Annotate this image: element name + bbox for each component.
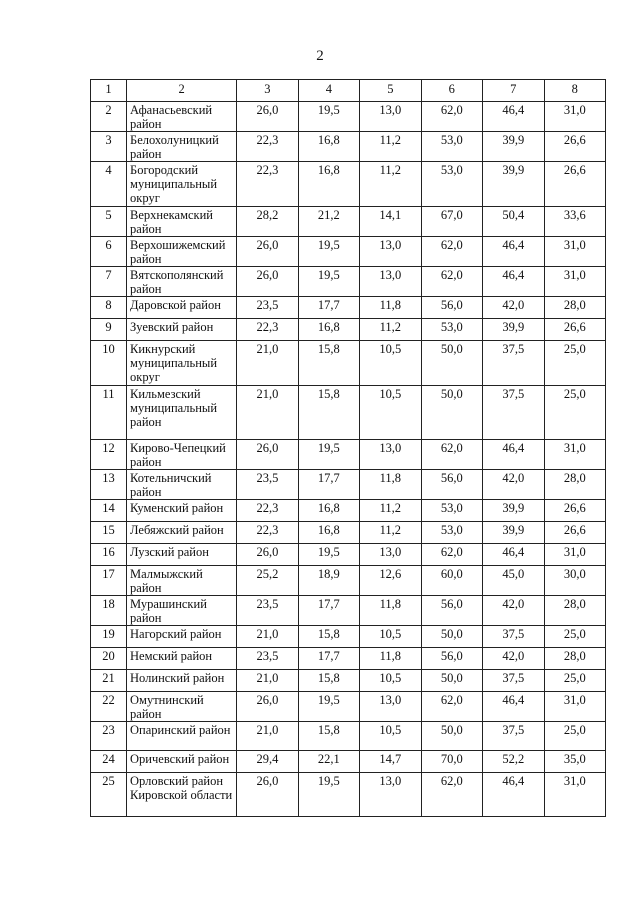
value-cell: 37,5 bbox=[483, 386, 544, 440]
value-cell: 15,8 bbox=[298, 626, 359, 648]
value-cell: 31,0 bbox=[544, 692, 606, 722]
value-cell: 50,4 bbox=[483, 207, 544, 237]
value-cell: 11,2 bbox=[360, 132, 421, 162]
table-row bbox=[91, 773, 606, 817]
value-cell: 46,4 bbox=[483, 440, 544, 470]
district-name-cell: Богородский муниципальный округ bbox=[127, 162, 237, 207]
value-cell: 46,4 bbox=[483, 544, 544, 566]
row-number-cell: 7 bbox=[91, 267, 127, 297]
district-name-cell: Кирово-Чепецкий район bbox=[127, 440, 237, 470]
value-cell: 23,5 bbox=[237, 648, 298, 670]
value-cell: 28,0 bbox=[544, 648, 606, 670]
value-cell: 56,0 bbox=[421, 470, 482, 500]
value-cell: 13,0 bbox=[360, 692, 421, 722]
value-cell: 26,0 bbox=[237, 773, 298, 817]
header-cell: 2 bbox=[127, 80, 237, 102]
value-cell: 53,0 bbox=[421, 162, 482, 207]
district-name-cell: Куменский район bbox=[127, 500, 237, 522]
district-name-cell: Кильмезский муниципальный район bbox=[127, 386, 237, 440]
value-cell: 25,0 bbox=[544, 386, 606, 440]
value-cell: 13,0 bbox=[360, 237, 421, 267]
district-name-cell: Немский район bbox=[127, 648, 237, 670]
value-cell: 11,8 bbox=[360, 297, 421, 319]
value-cell: 19,5 bbox=[298, 692, 359, 722]
value-cell: 26,6 bbox=[544, 500, 606, 522]
district-name-cell: Малмыжский район bbox=[127, 566, 237, 596]
table-row bbox=[91, 297, 606, 319]
value-cell: 12,6 bbox=[360, 566, 421, 596]
value-cell: 28,0 bbox=[544, 596, 606, 626]
value-cell: 10,5 bbox=[360, 626, 421, 648]
table-row bbox=[91, 102, 606, 132]
table-row bbox=[91, 440, 606, 470]
value-cell: 11,8 bbox=[360, 648, 421, 670]
value-cell: 35,0 bbox=[544, 751, 606, 773]
value-cell: 28,0 bbox=[544, 297, 606, 319]
table-row bbox=[91, 670, 606, 692]
value-cell: 28,2 bbox=[237, 207, 298, 237]
table-row bbox=[91, 626, 606, 648]
value-cell: 22,1 bbox=[298, 751, 359, 773]
table-row bbox=[91, 566, 606, 596]
district-name-cell: Котельничский район bbox=[127, 470, 237, 500]
value-cell: 22,3 bbox=[237, 319, 298, 341]
table-row bbox=[91, 237, 606, 267]
value-cell: 23,5 bbox=[237, 470, 298, 500]
value-cell: 60,0 bbox=[421, 566, 482, 596]
row-number-cell: 17 bbox=[91, 566, 127, 596]
value-cell: 53,0 bbox=[421, 132, 482, 162]
value-cell: 26,0 bbox=[237, 267, 298, 297]
value-cell: 11,2 bbox=[360, 162, 421, 207]
district-name-cell: Нолинский район bbox=[127, 670, 237, 692]
value-cell: 46,4 bbox=[483, 237, 544, 267]
value-cell: 67,0 bbox=[421, 207, 482, 237]
value-cell: 16,8 bbox=[298, 319, 359, 341]
value-cell: 13,0 bbox=[360, 102, 421, 132]
value-cell: 19,5 bbox=[298, 773, 359, 817]
value-cell: 11,2 bbox=[360, 319, 421, 341]
district-name-cell: Даровской район bbox=[127, 297, 237, 319]
value-cell: 19,5 bbox=[298, 544, 359, 566]
value-cell: 15,8 bbox=[298, 341, 359, 386]
row-number-cell: 16 bbox=[91, 544, 127, 566]
value-cell: 70,0 bbox=[421, 751, 482, 773]
row-number-cell: 18 bbox=[91, 596, 127, 626]
value-cell: 39,9 bbox=[483, 522, 544, 544]
value-cell: 23,5 bbox=[237, 297, 298, 319]
value-cell: 17,7 bbox=[298, 596, 359, 626]
value-cell: 62,0 bbox=[421, 267, 482, 297]
table-header-row bbox=[91, 80, 606, 102]
value-cell: 16,8 bbox=[298, 162, 359, 207]
value-cell: 31,0 bbox=[544, 440, 606, 470]
district-name-cell: Верхошижемский район bbox=[127, 237, 237, 267]
value-cell: 21,0 bbox=[237, 722, 298, 751]
value-cell: 28,0 bbox=[544, 470, 606, 500]
row-number-cell: 23 bbox=[91, 722, 127, 751]
header-cell: 1 bbox=[91, 80, 127, 102]
table-row bbox=[91, 751, 606, 773]
value-cell: 53,0 bbox=[421, 522, 482, 544]
value-cell: 50,0 bbox=[421, 386, 482, 440]
value-cell: 26,6 bbox=[544, 132, 606, 162]
row-number-cell: 19 bbox=[91, 626, 127, 648]
table-row bbox=[91, 522, 606, 544]
value-cell: 26,0 bbox=[237, 544, 298, 566]
district-name-cell: Вятскополянский район bbox=[127, 267, 237, 297]
value-cell: 62,0 bbox=[421, 692, 482, 722]
row-number-cell: 13 bbox=[91, 470, 127, 500]
value-cell: 62,0 bbox=[421, 237, 482, 267]
header-cell: 6 bbox=[421, 80, 482, 102]
row-number-cell: 9 bbox=[91, 319, 127, 341]
value-cell: 16,8 bbox=[298, 500, 359, 522]
district-name-cell: Опаринский район bbox=[127, 722, 237, 751]
value-cell: 26,0 bbox=[237, 692, 298, 722]
value-cell: 37,5 bbox=[483, 341, 544, 386]
value-cell: 13,0 bbox=[360, 440, 421, 470]
value-cell: 17,7 bbox=[298, 470, 359, 500]
value-cell: 37,5 bbox=[483, 722, 544, 751]
row-number-cell: 25 bbox=[91, 773, 127, 817]
value-cell: 39,9 bbox=[483, 162, 544, 207]
value-cell: 37,5 bbox=[483, 626, 544, 648]
value-cell: 17,7 bbox=[298, 648, 359, 670]
district-name-cell: Орловский район Кировской области bbox=[127, 773, 237, 817]
value-cell: 16,8 bbox=[298, 132, 359, 162]
value-cell: 21,2 bbox=[298, 207, 359, 237]
value-cell: 10,5 bbox=[360, 341, 421, 386]
value-cell: 33,6 bbox=[544, 207, 606, 237]
value-cell: 13,0 bbox=[360, 544, 421, 566]
value-cell: 15,8 bbox=[298, 670, 359, 692]
value-cell: 29,4 bbox=[237, 751, 298, 773]
district-name-cell: Мурашинский район bbox=[127, 596, 237, 626]
value-cell: 56,0 bbox=[421, 297, 482, 319]
table-row bbox=[91, 648, 606, 670]
value-cell: 16,8 bbox=[298, 522, 359, 544]
value-cell: 42,0 bbox=[483, 297, 544, 319]
table-row bbox=[91, 386, 606, 440]
value-cell: 11,8 bbox=[360, 596, 421, 626]
value-cell: 21,0 bbox=[237, 386, 298, 440]
value-cell: 11,8 bbox=[360, 470, 421, 500]
row-number-cell: 14 bbox=[91, 500, 127, 522]
value-cell: 19,5 bbox=[298, 237, 359, 267]
row-number-cell: 4 bbox=[91, 162, 127, 207]
row-number-cell: 15 bbox=[91, 522, 127, 544]
value-cell: 31,0 bbox=[544, 102, 606, 132]
value-cell: 62,0 bbox=[421, 773, 482, 817]
value-cell: 13,0 bbox=[360, 773, 421, 817]
district-name-cell: Афанасьевский район bbox=[127, 102, 237, 132]
value-cell: 18,9 bbox=[298, 566, 359, 596]
value-cell: 26,0 bbox=[237, 440, 298, 470]
value-cell: 62,0 bbox=[421, 102, 482, 132]
table-row bbox=[91, 207, 606, 237]
value-cell: 15,8 bbox=[298, 722, 359, 751]
value-cell: 22,3 bbox=[237, 522, 298, 544]
table-row bbox=[91, 500, 606, 522]
table-row bbox=[91, 596, 606, 626]
value-cell: 25,0 bbox=[544, 670, 606, 692]
table-row bbox=[91, 341, 606, 386]
value-cell: 46,4 bbox=[483, 102, 544, 132]
row-number-cell: 24 bbox=[91, 751, 127, 773]
table-row bbox=[91, 544, 606, 566]
value-cell: 25,0 bbox=[544, 722, 606, 751]
table-row bbox=[91, 722, 606, 751]
district-name-cell: Верхнекамский район bbox=[127, 207, 237, 237]
value-cell: 45,0 bbox=[483, 566, 544, 596]
value-cell: 14,1 bbox=[360, 207, 421, 237]
value-cell: 25,0 bbox=[544, 626, 606, 648]
header-cell: 5 bbox=[360, 80, 421, 102]
district-name-cell: Зуевский район bbox=[127, 319, 237, 341]
row-number-cell: 20 bbox=[91, 648, 127, 670]
value-cell: 42,0 bbox=[483, 596, 544, 626]
value-cell: 56,0 bbox=[421, 648, 482, 670]
value-cell: 22,3 bbox=[237, 162, 298, 207]
page-number: 2 bbox=[316, 48, 324, 64]
value-cell: 26,6 bbox=[544, 522, 606, 544]
value-cell: 46,4 bbox=[483, 692, 544, 722]
value-cell: 26,6 bbox=[544, 162, 606, 207]
table-row bbox=[91, 267, 606, 297]
value-cell: 39,9 bbox=[483, 132, 544, 162]
value-cell: 26,0 bbox=[237, 237, 298, 267]
row-number-cell: 2 bbox=[91, 102, 127, 132]
value-cell: 10,5 bbox=[360, 386, 421, 440]
district-name-cell: Оричевский район bbox=[127, 751, 237, 773]
district-name-cell: Кикнурский муниципальный округ bbox=[127, 341, 237, 386]
row-number-cell: 11 bbox=[91, 386, 127, 440]
value-cell: 37,5 bbox=[483, 670, 544, 692]
value-cell: 50,0 bbox=[421, 670, 482, 692]
value-cell: 42,0 bbox=[483, 470, 544, 500]
value-cell: 56,0 bbox=[421, 596, 482, 626]
value-cell: 10,5 bbox=[360, 722, 421, 751]
row-number-cell: 22 bbox=[91, 692, 127, 722]
value-cell: 26,0 bbox=[237, 102, 298, 132]
district-name-cell: Лузский район bbox=[127, 544, 237, 566]
district-name-cell: Белохолуницкий район bbox=[127, 132, 237, 162]
value-cell: 50,0 bbox=[421, 341, 482, 386]
value-cell: 21,0 bbox=[237, 341, 298, 386]
value-cell: 19,5 bbox=[298, 267, 359, 297]
value-cell: 19,5 bbox=[298, 440, 359, 470]
value-cell: 19,5 bbox=[298, 102, 359, 132]
value-cell: 46,4 bbox=[483, 773, 544, 817]
value-cell: 14,7 bbox=[360, 751, 421, 773]
value-cell: 50,0 bbox=[421, 722, 482, 751]
data-table bbox=[90, 79, 606, 817]
value-cell: 42,0 bbox=[483, 648, 544, 670]
table-row bbox=[91, 132, 606, 162]
value-cell: 11,2 bbox=[360, 500, 421, 522]
value-cell: 31,0 bbox=[544, 544, 606, 566]
value-cell: 15,8 bbox=[298, 386, 359, 440]
table-row bbox=[91, 692, 606, 722]
row-number-cell: 12 bbox=[91, 440, 127, 470]
row-number-cell: 21 bbox=[91, 670, 127, 692]
value-cell: 10,5 bbox=[360, 670, 421, 692]
table-row bbox=[91, 319, 606, 341]
value-cell: 21,0 bbox=[237, 626, 298, 648]
value-cell: 17,7 bbox=[298, 297, 359, 319]
value-cell: 21,0 bbox=[237, 670, 298, 692]
row-number-cell: 8 bbox=[91, 297, 127, 319]
value-cell: 13,0 bbox=[360, 267, 421, 297]
row-number-cell: 5 bbox=[91, 207, 127, 237]
district-name-cell: Нагорский район bbox=[127, 626, 237, 648]
value-cell: 39,9 bbox=[483, 319, 544, 341]
value-cell: 31,0 bbox=[544, 267, 606, 297]
header-cell: 4 bbox=[298, 80, 359, 102]
value-cell: 22,3 bbox=[237, 132, 298, 162]
header-cell: 7 bbox=[483, 80, 544, 102]
value-cell: 22,3 bbox=[237, 500, 298, 522]
header-cell: 3 bbox=[237, 80, 298, 102]
value-cell: 23,5 bbox=[237, 596, 298, 626]
value-cell: 31,0 bbox=[544, 237, 606, 267]
value-cell: 25,0 bbox=[544, 341, 606, 386]
value-cell: 52,2 bbox=[483, 751, 544, 773]
value-cell: 53,0 bbox=[421, 500, 482, 522]
table-row bbox=[91, 470, 606, 500]
district-name-cell: Омутнинский район bbox=[127, 692, 237, 722]
district-name-cell: Лебяжский район bbox=[127, 522, 237, 544]
table-row bbox=[91, 162, 606, 207]
value-cell: 62,0 bbox=[421, 544, 482, 566]
value-cell: 53,0 bbox=[421, 319, 482, 341]
row-number-cell: 3 bbox=[91, 132, 127, 162]
value-cell: 26,6 bbox=[544, 319, 606, 341]
value-cell: 62,0 bbox=[421, 440, 482, 470]
value-cell: 31,0 bbox=[544, 773, 606, 817]
row-number-cell: 10 bbox=[91, 341, 127, 386]
header-cell: 8 bbox=[544, 80, 606, 102]
value-cell: 25,2 bbox=[237, 566, 298, 596]
value-cell: 39,9 bbox=[483, 500, 544, 522]
value-cell: 30,0 bbox=[544, 566, 606, 596]
value-cell: 11,2 bbox=[360, 522, 421, 544]
value-cell: 50,0 bbox=[421, 626, 482, 648]
row-number-cell: 6 bbox=[91, 237, 127, 267]
value-cell: 46,4 bbox=[483, 267, 544, 297]
